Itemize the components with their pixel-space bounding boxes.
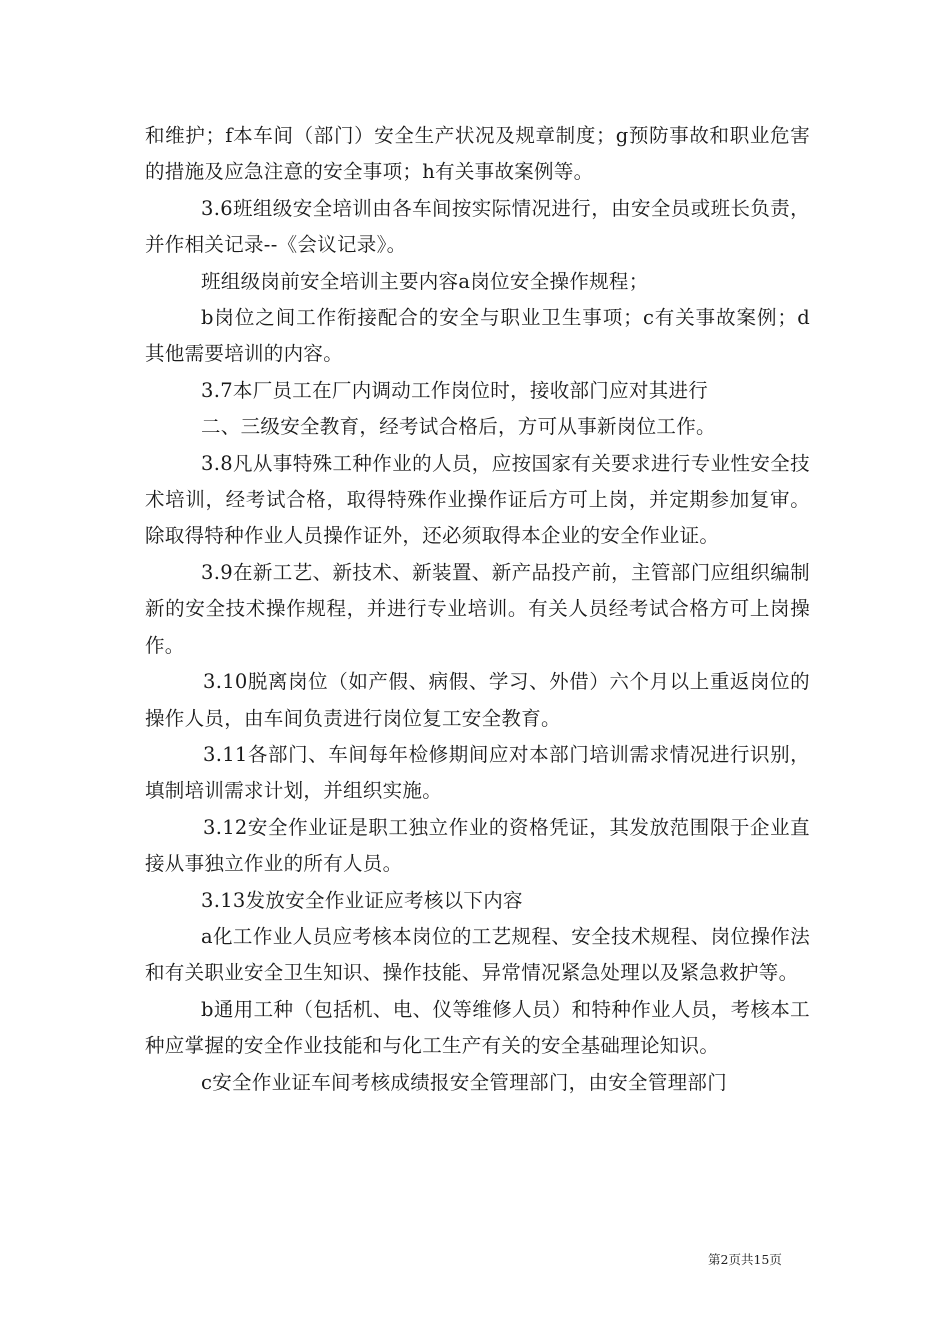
paragraph-team-training-content: 班组级岗前安全培训主要内容a岗位安全操作规程； — [201, 269, 649, 293]
paragraph-3-8: 3.8凡从事特殊工种作业的人员，应按国家有关要求进行专业性安全技术培训，经考试合格，取得特殊作业操作证后方可上岗，并定期参加复审。除取得特种作业人员操作证外，还必须取得本企业的安全作业证。 — [145, 451, 810, 548]
page-number-footer: 第2页共15页 — [708, 1252, 782, 1267]
paragraph-3-13: 3.13发放安全作业证应考核以下内容 — [201, 888, 523, 912]
paragraph-team-training-items: b岗位之间工作衔接配合的安全与职业卫生事项；c有关事故案例；d其他需要培训的内容。 — [145, 306, 810, 366]
paragraph-continuation: 和维护；f本车间（部门）安全生产状况及规章制度；g预防事故和职业危害的措施及应急注意的安全事项；h有关事故案例等。 — [145, 124, 810, 184]
paragraph-3-10: 3.10脱离岗位（如产假、病假、学习、外借）六个月以上重返岗位的操作人员，由车间负责进行岗位复工安全教育。 — [145, 670, 810, 730]
document-body — [145, 118, 810, 1101]
paragraph-item-b: b通用工种（包括机、电、仪等维修人员）和特种作业人员，考核本工种应掌握的安全作业技能和与化工生产有关的安全基础理论知识。 — [145, 997, 810, 1058]
paragraph-3-9: 3.9在新工艺、新技术、新装置、新产品投产前，主管部门应组织编制新的安全技术操作规程，并进行专业培训。有关人员经考试合格方可上岗操作。 — [145, 560, 810, 657]
paragraph-three-level-education: 二、三级安全教育，经考试合格后，方可从事新岗位工作。 — [201, 415, 716, 439]
paragraph-item-c: c安全作业证车间考核成绩报安全管理部门，由安全管理部门 — [201, 1070, 728, 1094]
paragraph-3-11: 3.11各部门、车间每年检修期间应对本部门培训需求情况进行识别，填制培训需求计划，并组织实施。 — [145, 742, 810, 803]
paragraph-3-12: 3.12安全作业证是职工独立作业的资格凭证，其发放范围限于企业直接从事独立作业的所有人员。 — [145, 815, 810, 876]
paragraph-3-6: 3.6班组级安全培训由各车间按实际情况进行，由安全员或班长负责，并作相关记录--《会议记录》。 — [145, 196, 810, 257]
paragraph-item-a: a化工作业人员应考核本岗位的工艺规程、安全技术规程、岗位操作法和有关职业安全卫生知识、操作技能、异常情况紧急处理以及紧急救护等。 — [145, 924, 810, 985]
paragraph-3-7: 3.7本厂员工在厂内调动工作岗位时，接收部门应对其进行 — [201, 378, 709, 402]
